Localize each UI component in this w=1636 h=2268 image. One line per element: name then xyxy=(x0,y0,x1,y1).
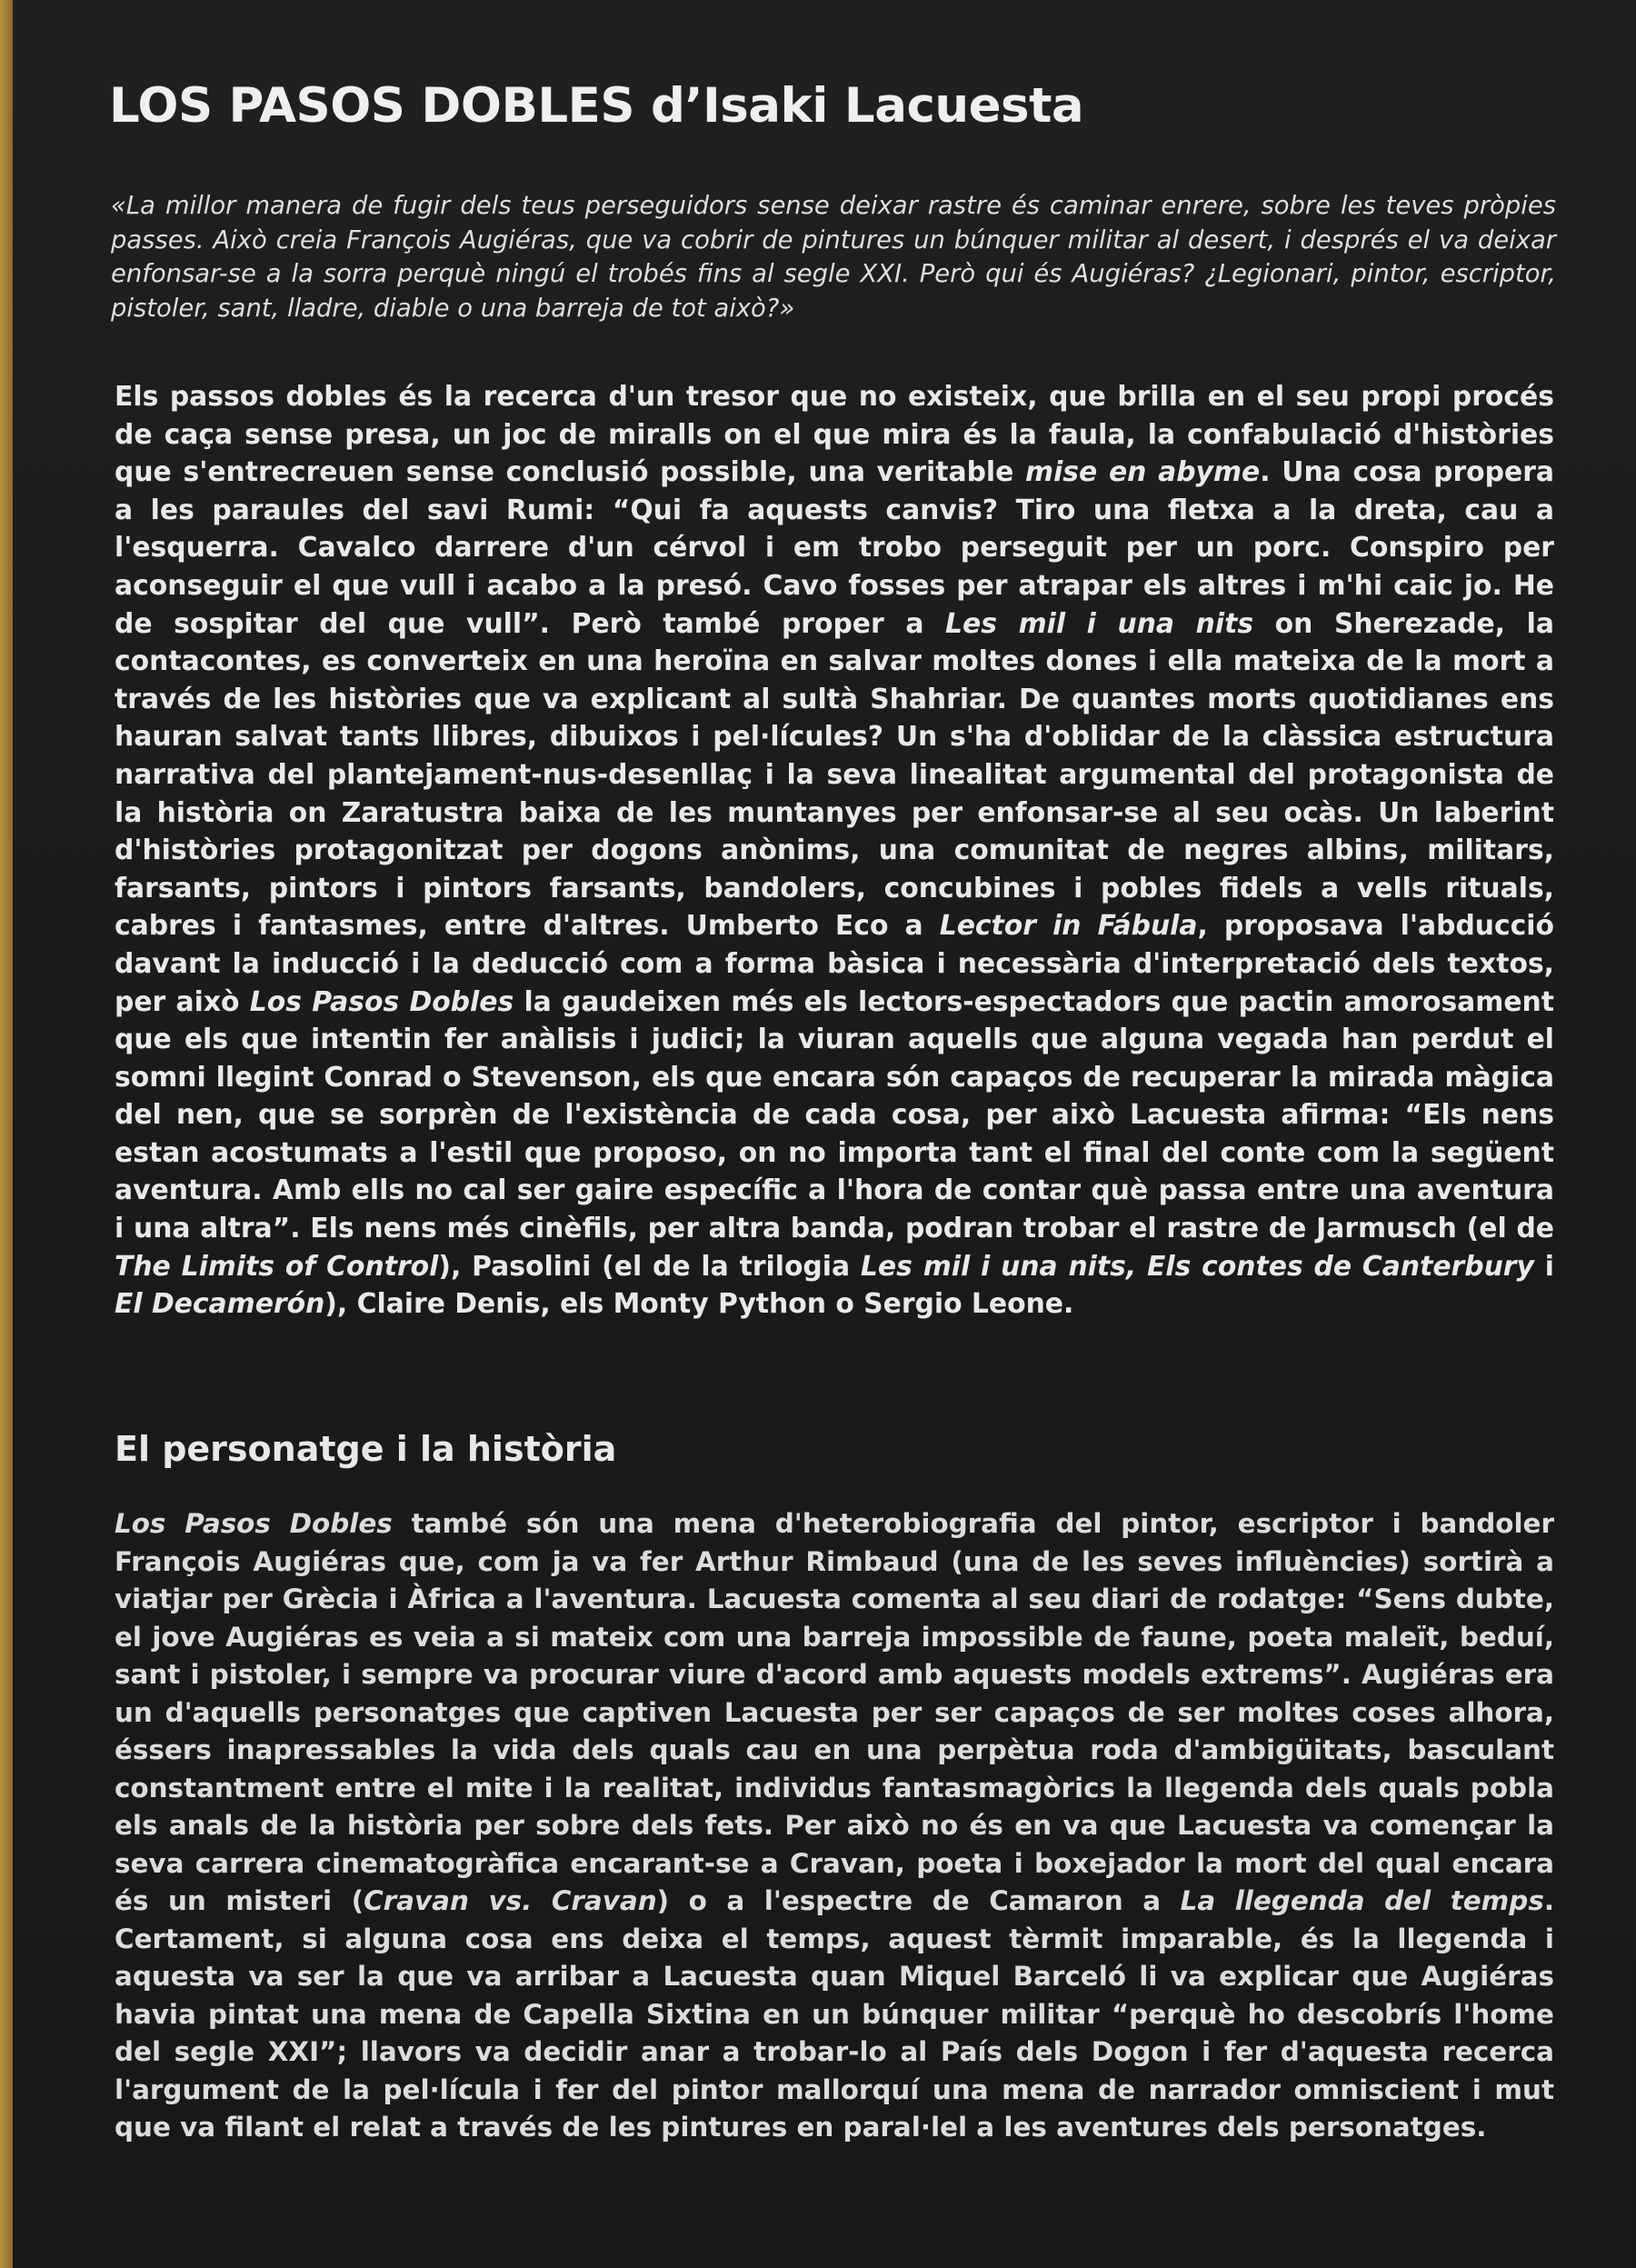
section-heading: El personatge i la història xyxy=(115,1429,617,1469)
panel-title: LOS PASOS DOBLES d’Isaki Lacuesta xyxy=(109,78,1084,134)
exhibition-panel xyxy=(13,0,1636,2268)
section-paragraph: Los Pasos Dobles també són una mena d'heterobiografia del pintor, escriptor i bandoler François Augiéras que, com ja va fer Arthur Rimbaud (una de les seves influències) sortirà a viatjar per Grècia i Àfrica a l'aventura. Lacuesta comenta al seu diari de rodatge: “Sens dubte, el jove Augiéras es veia a si mateix com una barreja impossible de faune, poeta maleït, beduí, sant i pistoler, i sempre va procurar viure d'acord amb aquests models extrems”. Augiéras era un d'aquells personatges que captiven Lacuesta per ser capaços de ser moltes coses alhora, éssers inapressables la vida dels quals cau en una perpètua roda d'ambigüitats, basculant constantment entre el mite i la realitat, individus fantasmagòrics la llegenda dels quals pobla els anals de la història per sobre dels fets. Per això no és en va que Lacuesta va començar la seva carrera cinematogràfica encarant-se a Cravan, poeta i boxejador la mort del qual encara és un misteri (Cravan vs. Cravan) o a l'espectre de Camaron a La llegenda del temps. Certament, si alguna cosa ens deixa el temps, aquest tèrmit imparable, és la llegenda i aquesta va ser la que va arribar a Lacuesta quan Miquel Barceló li va explicar que Augiéras havia pintat una mena de Capella Sixtina en un búnquer militar “perquè ho descobrís l'home del segle XXI”; llavors va decidir anar a trobar-lo al País dels Dogon i fer d'aquesta recerca l'argument de la pel·lícula i fer del pintor mallorquí una mena de narrador omniscient i mut que va filant el relat a través de les pintures en paral·lel a les aventures dels personatges. xyxy=(115,1508,1555,2143)
intro-quote: «La millor manera de fugir dels teus perseguidors sense deixar rastre és caminar enrere, sobre les teves pròpies passes. Això creia François Augiéras, que va cobrir de pintures un búnquer militar al desert, i després el va deixar enfonsar-se a la sorra perquè ningú el trobés fins al segle XXI. Però qui és Augiéras? ¿Legionari, pintor, escriptor, pistoler, sant, lladre, diable o una barreja de tot això?» xyxy=(111,192,1556,323)
main-paragraph: Els passos dobles és la recerca d'un tresor que no existeix, que brilla en el seu propi procés de caça sense presa, un joc de miralls on el que mira és la faula, la confabulació d'històries que s'entrecreuen sense conclusió possible, una veritable mise en abyme. Una cosa propera a les paraules del savi Rumi: “Qui fa aquests canvis? Tiro una fletxa a la dreta, cau a l'esquerra. Cavalco darrere d'un cérvol i em trobo perseguit per un porc. Conspiro per aconseguir el que vull i acabo a la presó. Cavo fosses per atrapar els altres i m'hi caic jo. He de sospitar del que vull”. Però també proper a Les mil i una nits on Sherezade, la contacontes, es converteix en una heroïna en salvar moltes dones i ella mateixa de la mort a través de les històries que va explicant al sultà Shahriar. De quantes morts quotidianes ens hauran salvat tants llibres, dibuixos i pel·lícules? Un s'ha d'oblidar de la clàssica estructura narrativa del plantejament-nus-desenllaç i la seva linealitat argumental del protagonista de la història on Zaratustra baixa de les muntanyes per enfonsar-se al seu ocàs. Un laberint d'històries protagonitzat per dogons anònims, una comunitat de negres albins, militars, farsants, pintors i pintors farsants, bandolers, concubines i pobles fidels a vells rituals, cabres i fantasmes, entre d'altres. Umberto Eco a Lector in Fábula, proposava l'abducció davant la inducció i la deducció com a forma bàsica i necessària d'interpretació dels textos, per això Los Pasos Dobles la gaudeixen més els lectors-espectadors que pactin amorosament que els que intentin fer anàlisis i judici; la viuran aquells que alguna vegada han perdut el somni llegint Conrad o Stevenson, els que encara són capaços de recuperar la mirada màgica del nen, que se sorprèn de l'existència de cada cosa, per això Lacuesta afirma: “Els nens estan acostumats a l'estil que proposo, on no importa tant el final del conte com la següent aventura. Amb ells no cal ser gaire específic a l'hora de contar què passa entre una aventura i una altra”. Els nens més cinèfils, per altra banda, podran trobar el rastre de Jarmusch (el de The Limits of Control), Pasolini (el de la trilogia Les mil i una nits, Els contes de Canterbury i El Decamerón), Claire Denis, els Monty Python o Sergio Leone. xyxy=(115,381,1554,1321)
panel-edge xyxy=(0,0,13,2268)
